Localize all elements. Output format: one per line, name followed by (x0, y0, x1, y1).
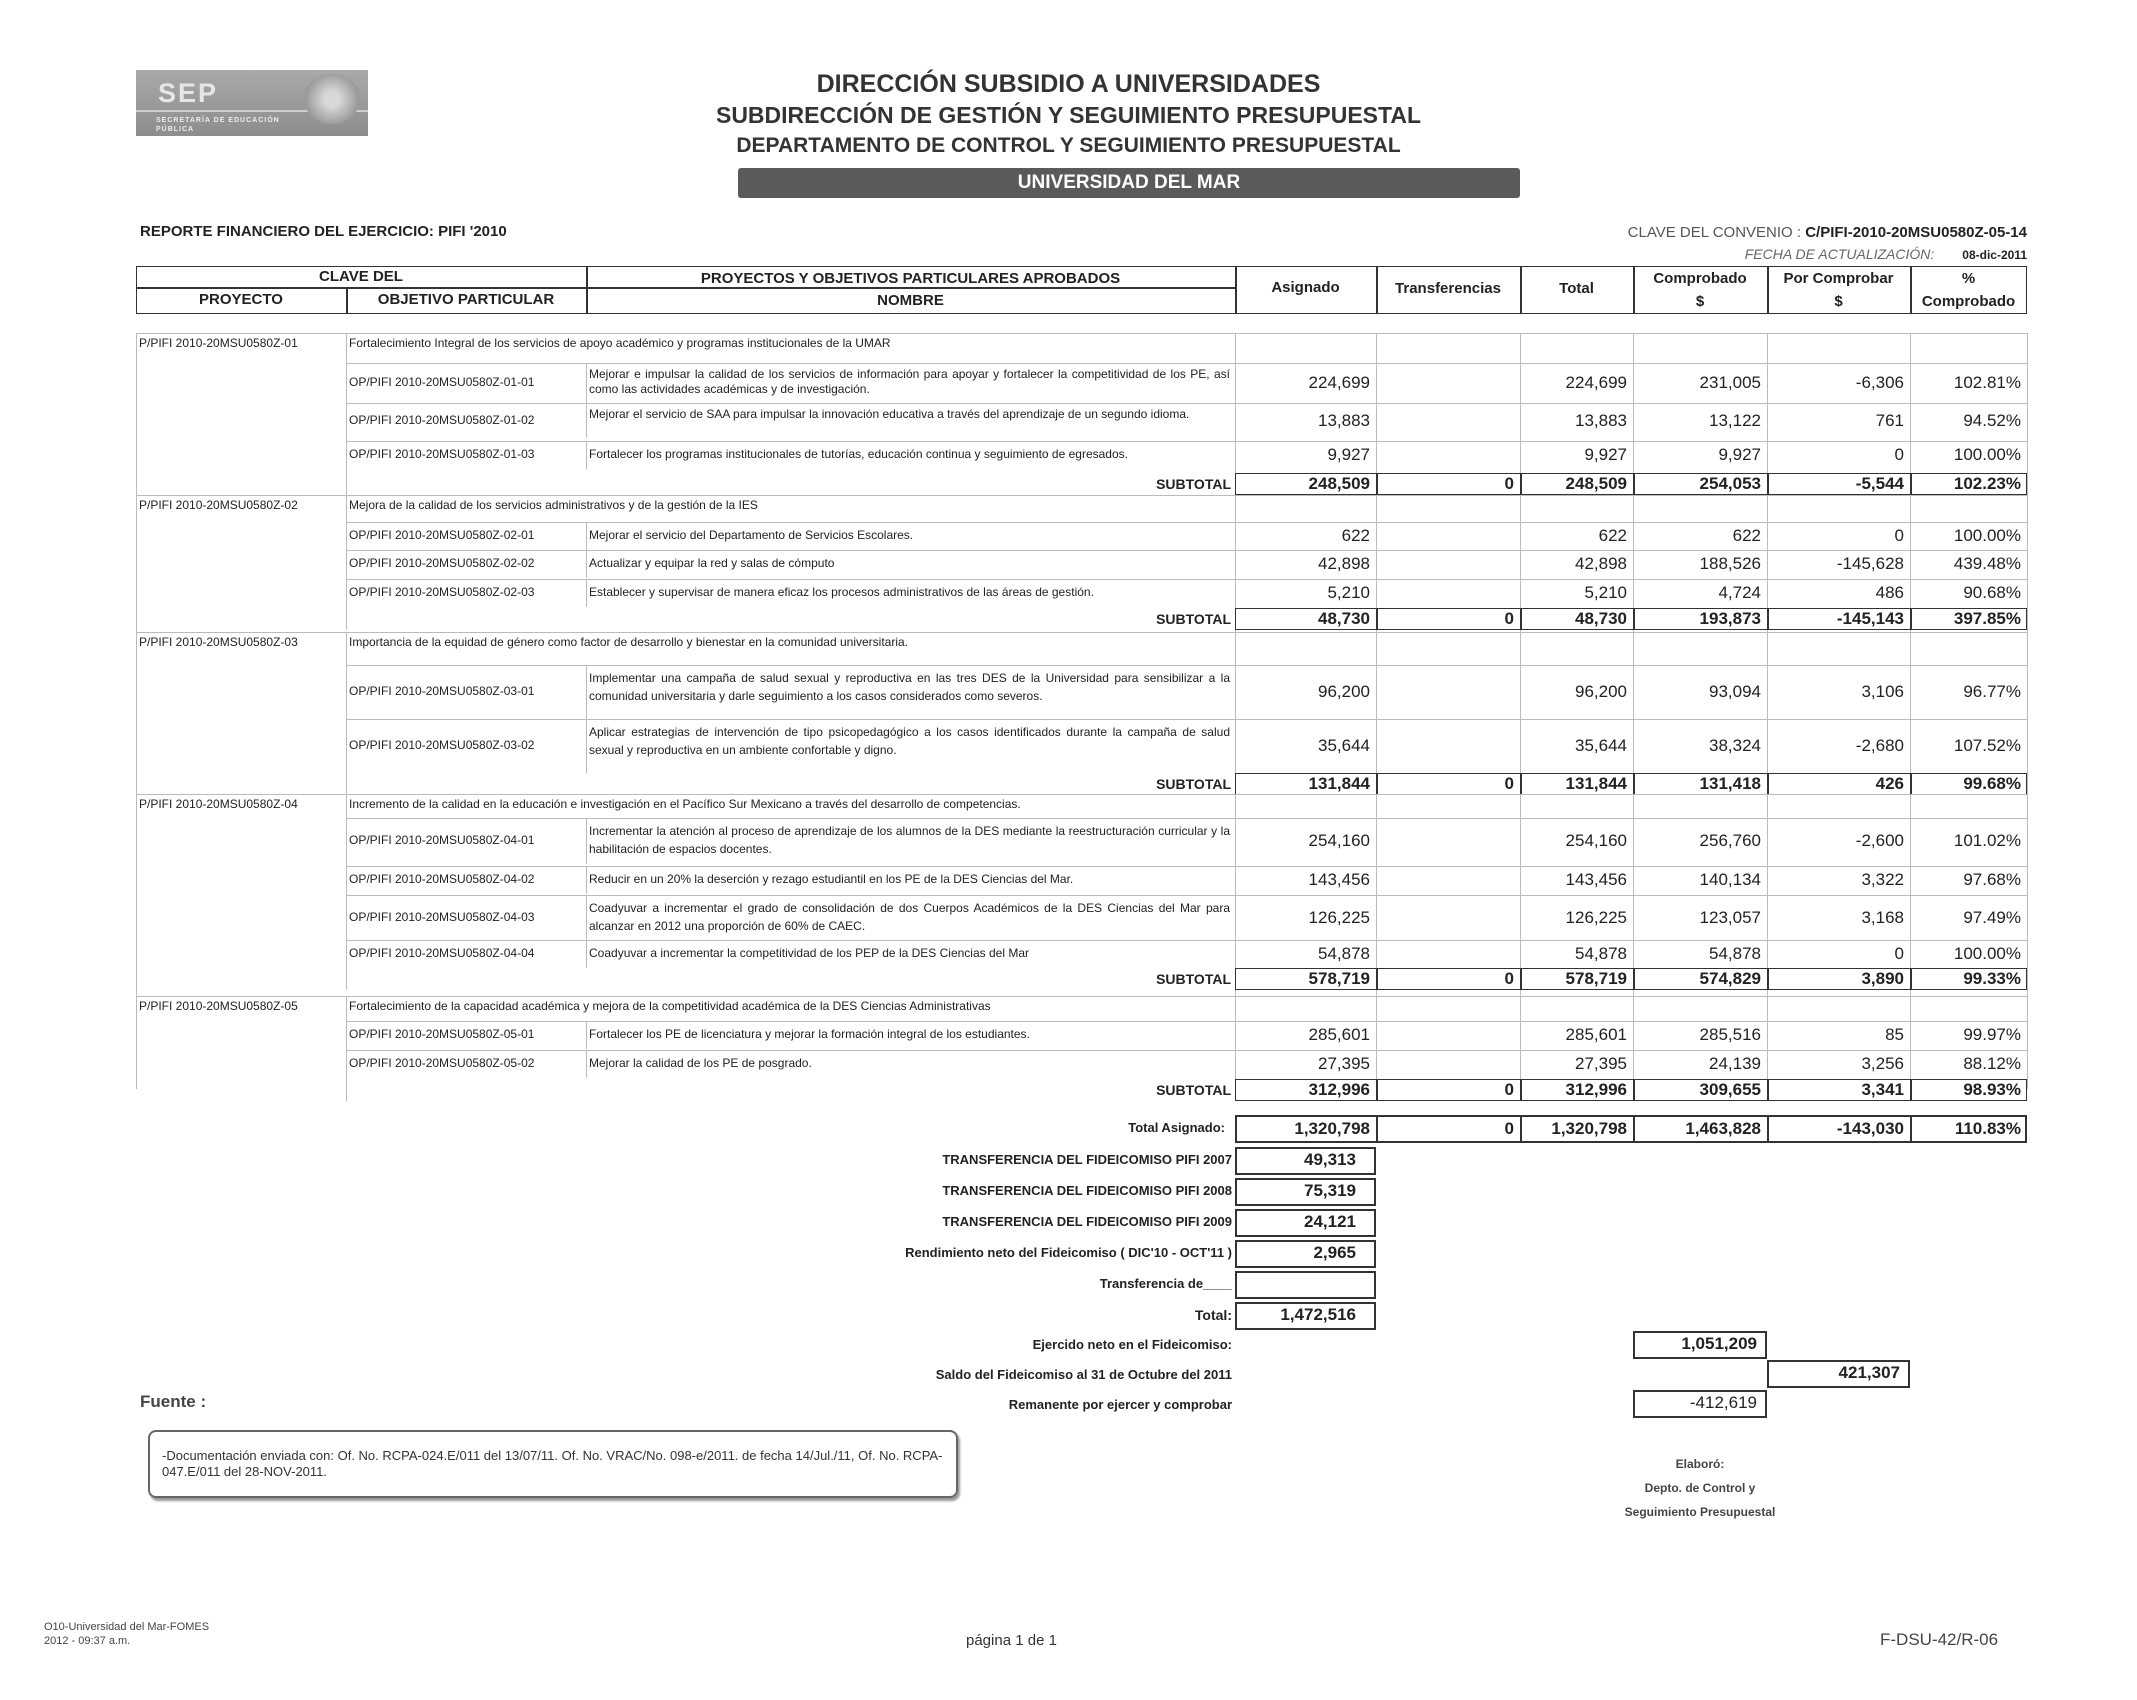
total-por-comprobar: -143,030 (1836, 1119, 1904, 1138)
row-line (136, 794, 2027, 795)
cell-por-comprobar: 3,322 (1861, 870, 1904, 889)
col-clave-del: CLAVE DEL (319, 268, 403, 285)
project-code: P/PIFI 2010-20MSU0580Z-01 (139, 336, 298, 350)
cell-por-comprobar: 3,168 (1861, 908, 1904, 927)
fideicomiso-value: 2,965 (1313, 1243, 1356, 1262)
fideicomiso-value: 49,313 (1304, 1150, 1356, 1169)
cell-pct: 439.48% (1953, 554, 2021, 573)
fideicomiso-box (1235, 1271, 1376, 1299)
footer-left (44, 1620, 209, 1648)
fideicomiso-label: Transferencia de____ (1099, 1276, 1232, 1291)
col-pct-comprobado: Comprobado (1921, 293, 2016, 310)
footer-date: 2012 - 09:37 a.m. (44, 1635, 131, 1647)
objective-name: Implementar una campaña de salud sexual y reproductiva en las tres DES de la Universidad para sensibilizar a la comunidad universitaria y darle seguimiento a los casos considerados como severos. (589, 671, 1230, 703)
cell-asignado: 42,898 (1318, 554, 1370, 573)
row-line (346, 940, 2027, 941)
objective-name: Mejorar el servicio del Departamento de Servicios Escolares. (589, 528, 914, 542)
project-code: P/PIFI 2010-20MSU0580Z-05 (139, 999, 298, 1013)
col-comprobado-unit: $ (1695, 293, 1705, 310)
cell-total: 54,878 (1575, 944, 1627, 963)
clave-label: CLAVE DEL CONVENIO : (1627, 224, 1802, 241)
total-asignado-label: Total Asignado: (1128, 1120, 1225, 1135)
fideicomiso-label: Rendimiento neto del Fideicomiso ( DIC'10 - OCT'11 ) (905, 1245, 1232, 1260)
elaboro-label: Elaboró: (1675, 1457, 1725, 1471)
cell-total: 9,927 (1584, 445, 1627, 464)
objective-code: OP/PIFI 2010-20MSU0580Z-01-02 (349, 412, 535, 427)
subtotal-label: SUBTOTAL (1156, 611, 1231, 627)
elaboro-block (1600, 1452, 1800, 1524)
cell-pct: 99.97% (1963, 1025, 2021, 1044)
row-line (346, 719, 2027, 720)
subtotal-pct: 99.68% (1963, 774, 2021, 793)
project-name: Mejora de la calidad de los servicios administrativos y de la gestión de la IES (349, 498, 758, 512)
row-line (346, 818, 2027, 819)
clave-value: C/PIFI-2010-20MSU0580Z-05-14 (1805, 224, 2027, 241)
cell-pct: 102.81% (1953, 373, 2021, 392)
grid-line (586, 403, 587, 438)
total-pct: 110.83% (1954, 1119, 2021, 1138)
cell-pct: 97.49% (1963, 908, 2021, 927)
row-line (346, 441, 2027, 442)
grid-line (586, 818, 587, 864)
col-transferencias: Transferencias (1395, 280, 1501, 297)
subtotal-por-comprobar: 3,341 (1861, 1080, 1904, 1099)
project-name: Incremento de la calidad en la educación e investigación en el Pacífico Sur Mexicano a través del desarrollo de competencias. (349, 797, 1021, 811)
row-line (346, 866, 2027, 867)
university-banner: UNIVERSIDAD DEL MAR (738, 168, 1520, 198)
col-proyecto: PROYECTO (199, 291, 283, 308)
cell-por-comprobar: 3,256 (1861, 1054, 1904, 1073)
cell-comprobado: 38,324 (1709, 736, 1761, 755)
cell-pct: 101.02% (1953, 831, 2021, 850)
subtotal-comprobado: 574,829 (1699, 969, 1761, 988)
col-proyectos-aprobados: PROYECTOS Y OBJETIVOS PARTICULARES APROBADOS (700, 270, 1121, 287)
logo-text: SEP (158, 78, 219, 108)
cell-pct: 97.68% (1963, 870, 2021, 889)
total-total: 1,320,798 (1551, 1119, 1627, 1138)
fideicomiso-label: TRANSFERENCIA DEL FIDEICOMISO PIFI 2007 (942, 1152, 1232, 1167)
row-line (346, 579, 2027, 580)
row-line (346, 1021, 2027, 1022)
remanente-value: -412,619 (1689, 1393, 1757, 1412)
row-line (346, 665, 2027, 666)
objective-code: OP/PIFI 2010-20MSU0580Z-04-02 (349, 872, 535, 886)
grid-line (346, 996, 347, 1101)
subtotal-total: 248,509 (1565, 474, 1627, 493)
cell-comprobado: 9,927 (1718, 445, 1761, 464)
cell-asignado: 27,395 (1318, 1054, 1370, 1073)
objective-name: Establecer y supervisar de manera eficaz los procesos administrativos de las áreas de gestión. (589, 585, 1094, 599)
subtotal-total: 312,996 (1565, 1080, 1627, 1099)
cell-por-comprobar: -2,600 (1855, 831, 1904, 850)
cell-total: 5,210 (1584, 583, 1627, 602)
grid-line (586, 550, 587, 578)
subtotal-transferencias: 0 (1504, 969, 1514, 988)
report-title: REPORTE FINANCIERO DEL EJERCICIO: PIFI '2010 (140, 223, 507, 240)
cell-total: 285,601 (1565, 1025, 1627, 1044)
subtotal-pct: 98.93% (1963, 1080, 2021, 1099)
objective-code: OP/PIFI 2010-20MSU0580Z-04-01 (349, 833, 535, 847)
cell-asignado: 9,927 (1327, 445, 1370, 464)
fecha-label: FECHA DE ACTUALIZACIÓN: (1744, 246, 1935, 262)
cell-asignado: 13,883 (1318, 410, 1370, 430)
row-line (346, 403, 2027, 404)
project-name: Fortalecimiento Integral de los servicios de apoyo académico y programas institucionales de la UMAR (349, 336, 891, 350)
objective-name: Coadyuvar a incrementar la competitividad de los PEP de la DES Ciencias del Mar (589, 946, 1029, 960)
cell-asignado: 622 (1341, 526, 1370, 545)
grid-line (136, 333, 137, 1089)
header-divider (136, 287, 1235, 289)
row-line (136, 996, 2027, 997)
cell-comprobado: 54,878 (1709, 944, 1761, 963)
saldo-value: 421,307 (1838, 1363, 1900, 1382)
cell-total: 96,200 (1575, 682, 1627, 701)
cell-comprobado: 123,057 (1699, 908, 1761, 927)
project-code: P/PIFI 2010-20MSU0580Z-02 (139, 498, 298, 512)
subtotal-asignado: 578,719 (1308, 969, 1370, 988)
cell-total: 126,225 (1565, 908, 1627, 927)
cell-comprobado: 622 (1732, 526, 1761, 545)
subtotal-comprobado: 254,053 (1699, 474, 1761, 493)
subtotal-por-comprobar: -5,544 (1855, 474, 1904, 493)
grid-line (586, 866, 587, 894)
cell-asignado: 5,210 (1327, 583, 1370, 602)
footer-file: O10-Universidad del Mar-FOMES (44, 1621, 210, 1633)
fideicomiso-label: TRANSFERENCIA DEL FIDEICOMISO PIFI 2008 (942, 1183, 1232, 1198)
grid-line (586, 940, 587, 968)
fuente-note: -Documentación enviada con: Of. No. RCPA-024.E/011 del 13/07/11. Of. No. VRAC/No. 098-e/2011. de fecha 14/Jul./11, Of. No. RCPA-047.E/011 del 28-NOV-2011. (148, 1430, 958, 1498)
objective-code: OP/PIFI 2010-20MSU0580Z-01-03 (349, 447, 535, 461)
subtotal-asignado: 48,730 (1318, 609, 1370, 628)
subtotal-asignado: 131,844 (1308, 774, 1370, 793)
cell-por-comprobar: 761 (1875, 410, 1904, 430)
cell-comprobado: 231,005 (1699, 373, 1761, 392)
objective-code: OP/PIFI 2010-20MSU0580Z-02-01 (349, 528, 535, 542)
saldo-label: Saldo del Fideicomiso al 31 de Octubre del 2011 (935, 1367, 1232, 1382)
cell-asignado: 35,644 (1318, 736, 1370, 755)
grid-line (586, 579, 587, 607)
row-line (346, 522, 2027, 523)
objective-code: OP/PIFI 2010-20MSU0580Z-02-03 (349, 585, 535, 599)
objective-code: OP/PIFI 2010-20MSU0580Z-03-01 (349, 684, 535, 698)
cell-comprobado: 285,516 (1699, 1025, 1761, 1044)
cell-asignado: 96,200 (1318, 682, 1370, 701)
header-line1: DIRECCIÓN SUBSIDIO A UNIVERSIDADES (816, 70, 1321, 98)
subtotal-transferencias: 0 (1504, 1080, 1514, 1099)
cell-total: 622 (1598, 526, 1627, 545)
subtotal-pct: 99.33% (1963, 969, 2021, 988)
elaboro-dept2: Seguimiento Presupuestal (1624, 1505, 1776, 1519)
subtotal-comprobado: 131,418 (1699, 774, 1761, 793)
cell-por-comprobar: 0 (1894, 526, 1904, 545)
subtotal-por-comprobar: 3,890 (1861, 969, 1904, 988)
cell-por-comprobar: -2,680 (1855, 736, 1904, 755)
subtotal-pct: 102.23% (1953, 474, 2021, 493)
cell-por-comprobar: -6,306 (1855, 373, 1904, 392)
grid-line (346, 632, 347, 795)
ejercido-label: Ejercido neto en el Fideicomiso: (1032, 1337, 1232, 1352)
subtotal-asignado: 248,509 (1308, 474, 1370, 493)
subtotal-total: 48,730 (1575, 609, 1627, 628)
total-comprobado: 1,463,828 (1685, 1119, 1761, 1138)
elaboro-dept: Depto. de Control y (1644, 1481, 1756, 1495)
objective-name: Mejorar la calidad de los PE de posgrado. (589, 1056, 812, 1070)
objective-name: Aplicar estrategias de intervención de tipo psicopedagógico a los casos identificados durante la campaña de salud sexual y reproductiva en un ambiente confortable y digno. (589, 725, 1230, 757)
cell-total: 42,898 (1575, 554, 1627, 573)
subtotal-comprobado: 309,655 (1699, 1080, 1761, 1099)
ejercido-value: 1,051,209 (1681, 1334, 1757, 1353)
objective-name: Coadyuvar a incrementar el grado de consolidación de dos Cuerpos Académicos de la DES Ciencias del Mar para alcanzar en 2012 una proporción de 60% de CAEC. (589, 901, 1230, 933)
cell-asignado: 126,225 (1308, 908, 1370, 927)
grid-line (2027, 333, 2028, 1089)
cell-por-comprobar: 3,106 (1861, 682, 1904, 701)
col-total: Total (1559, 280, 1594, 297)
cell-comprobado: 13,122 (1709, 410, 1761, 430)
grid-line (586, 1021, 587, 1049)
cell-por-comprobar: 0 (1894, 445, 1904, 464)
remanente-label: Remanente por ejercer y comprobar (1008, 1397, 1232, 1412)
col-nombre: NOMBRE (877, 292, 944, 309)
objective-code: OP/PIFI 2010-20MSU0580Z-02-02 (349, 556, 535, 570)
objective-name: Mejorar el servicio de SAA para impulsar la innovación educativa a través del aprendizaje de un segundo idioma. (589, 407, 1190, 421)
cell-total: 254,160 (1565, 831, 1627, 850)
cell-total: 35,644 (1575, 736, 1627, 755)
cell-asignado: 254,160 (1308, 831, 1370, 850)
cell-por-comprobar: 0 (1894, 944, 1904, 963)
grid-line (346, 333, 347, 495)
grid-line (586, 719, 587, 773)
grid-line (346, 794, 347, 990)
cell-comprobado: 188,526 (1699, 554, 1761, 573)
col-pct: % (1961, 270, 1976, 287)
row-line (346, 895, 2027, 896)
cell-comprobado: 256,760 (1699, 831, 1761, 850)
fideicomiso-label: Total: (1194, 1307, 1232, 1323)
cell-comprobado: 140,134 (1699, 870, 1761, 889)
project-code: P/PIFI 2010-20MSU0580Z-04 (139, 797, 298, 811)
objective-name: Mejorar e impulsar la calidad de los servicios de información para apoyar y fortalecer la competitividad de los PE, así como las actividades académicas y de investigación. (589, 367, 1230, 396)
project-name: Fortalecimiento de la capacidad académica y mejora de la competitividad académica de la DES Ciencias Administrativas (349, 999, 991, 1013)
col-objetivo: OBJETIVO PARTICULAR (377, 291, 555, 308)
fideicomiso-value: 24,121 (1304, 1212, 1356, 1231)
col-comprobado: Comprobado (1653, 270, 1747, 287)
cell-pct: 100.00% (1953, 944, 2021, 963)
subtotal-label: SUBTOTAL (1156, 1082, 1231, 1098)
objective-name: Fortalecer los PE de licenciatura y mejorar la formación integral de los estudiantes. (589, 1027, 1030, 1041)
fideicomiso-value: 1,472,516 (1280, 1305, 1356, 1324)
cell-comprobado: 4,724 (1718, 583, 1761, 602)
header-line3: DEPARTAMENTO DE CONTROL Y SEGUIMIENTO PRESUPUESTAL (736, 134, 1401, 157)
row-line (136, 495, 2027, 496)
cell-por-comprobar: 85 (1885, 1025, 1904, 1044)
subtotal-asignado: 312,996 (1308, 1080, 1370, 1099)
grid-line (586, 895, 587, 941)
fideicomiso-label: TRANSFERENCIA DEL FIDEICOMISO PIFI 2009 (942, 1214, 1232, 1229)
total-asignado: 1,320,798 (1294, 1119, 1370, 1138)
fuente-label: Fuente : (140, 1392, 207, 1411)
cell-pct: 90.68% (1963, 583, 2021, 602)
objective-code: OP/PIFI 2010-20MSU0580Z-03-02 (349, 738, 535, 752)
clave-convenio (1628, 224, 2027, 241)
subtotal-transferencias: 0 (1504, 774, 1514, 793)
grid-line (586, 665, 587, 719)
form-code: F-DSU-42/R-06 (1880, 1630, 1999, 1649)
row-line (136, 632, 2027, 633)
cell-asignado: 285,601 (1308, 1025, 1370, 1044)
subtotal-por-comprobar: 426 (1875, 774, 1904, 793)
fecha-actualizacion (1745, 246, 2027, 262)
cell-total: 143,456 (1565, 870, 1627, 889)
col-asignado: Asignado (1271, 279, 1340, 296)
cell-asignado: 143,456 (1308, 870, 1370, 889)
fecha-value: 08-dic-2011 (1962, 248, 2027, 262)
cell-pct: 94.52% (1963, 410, 2021, 430)
objective-name: Fortalecer los programas institucionales de tutorías, educación continua y seguimiento de egresados. (589, 447, 1128, 461)
grid-line (586, 441, 587, 469)
objective-name: Incrementar la atención al proceso de aprendizaje de los alumnos de la DES mediante la reestructuración curricular y la habilitación de espacios docentes. (589, 824, 1230, 856)
grid-line (346, 495, 347, 630)
objective-name: Actualizar y equipar la red y salas de cómputo (589, 556, 835, 570)
fideicomiso-value: 75,319 (1304, 1181, 1356, 1200)
cell-total: 27,395 (1575, 1054, 1627, 1073)
cell-comprobado: 24,139 (1709, 1054, 1761, 1073)
total-transferencias: 0 (1504, 1119, 1514, 1138)
col-por-comprobar-unit: $ (1834, 293, 1843, 310)
grid-line (586, 363, 587, 403)
row-line (346, 363, 2027, 364)
objective-name: Reducir en un 20% la deserción y rezago estudiantil en los PE de la DES Ciencias del Mar. (589, 872, 1074, 886)
row-line (346, 1050, 2027, 1051)
subtotal-label: SUBTOTAL (1156, 971, 1231, 987)
subtotal-transferencias: 0 (1504, 609, 1514, 628)
cell-pct: 96.77% (1963, 682, 2021, 701)
subtotal-total: 131,844 (1565, 774, 1627, 793)
cell-comprobado: 93,094 (1709, 682, 1761, 701)
objective-code: OP/PIFI 2010-20MSU0580Z-05-02 (349, 1056, 535, 1070)
subtotal-transferencias: 0 (1504, 474, 1514, 493)
subtotal-total: 578,719 (1565, 969, 1627, 988)
grid-line (586, 1050, 587, 1078)
row-line (346, 550, 2027, 551)
page-number: página 1 de 1 (966, 1632, 1057, 1649)
cell-pct: 100.00% (1953, 445, 2021, 464)
subtotal-label: SUBTOTAL (1156, 776, 1231, 792)
cell-total: 224,699 (1565, 373, 1627, 392)
col-por-comprobar: Por Comprobar (1783, 270, 1894, 287)
cell-pct: 107.52% (1953, 736, 2021, 755)
cell-asignado: 54,878 (1318, 944, 1370, 963)
subtotal-pct: 397.85% (1953, 609, 2021, 628)
grid-line (586, 522, 587, 550)
cell-total: 13,883 (1575, 410, 1627, 430)
cell-pct: 100.00% (1953, 526, 2021, 545)
objective-code: OP/PIFI 2010-20MSU0580Z-01-01 (349, 375, 535, 389)
cell-por-comprobar: -145,628 (1836, 554, 1904, 573)
objective-code: OP/PIFI 2010-20MSU0580Z-05-01 (349, 1027, 535, 1041)
project-name: Importancia de la equidad de género como factor de desarrollo y bienestar en la comunidad universitaria. (349, 635, 908, 649)
row-line (136, 333, 2027, 334)
header-line2: SUBDIRECCIÓN DE GESTIÓN Y SEGUIMIENTO PRESUPUESTAL (715, 102, 1421, 128)
cell-pct: 88.12% (1963, 1054, 2021, 1073)
project-code: P/PIFI 2010-20MSU0580Z-03 (139, 635, 298, 649)
subtotal-label: SUBTOTAL (1156, 476, 1231, 492)
objective-code: OP/PIFI 2010-20MSU0580Z-04-03 (349, 910, 535, 924)
cell-por-comprobar: 486 (1875, 583, 1904, 602)
objective-code: OP/PIFI 2010-20MSU0580Z-04-04 (349, 946, 535, 960)
subtotal-por-comprobar: -145,143 (1836, 609, 1904, 628)
subtotal-comprobado: 193,873 (1699, 609, 1761, 628)
cell-asignado: 224,699 (1308, 373, 1370, 392)
logo-subtitle: SECRETARÍA DE EDUCACIÓN PÚBLICA (156, 117, 280, 133)
